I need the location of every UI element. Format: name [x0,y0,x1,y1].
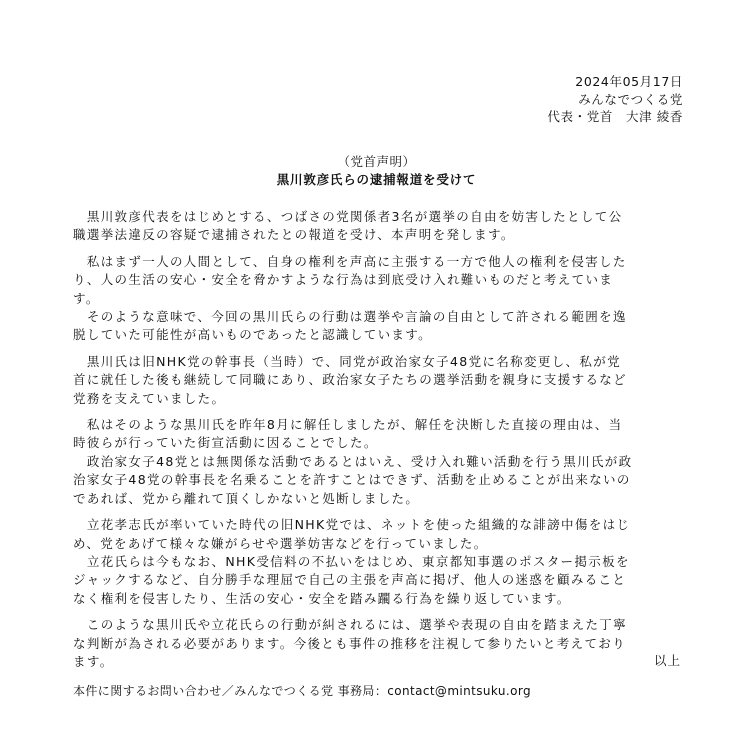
statement-date: 2024年05月17日 [575,74,683,89]
text-line: ジャックするなど、自分勝手な理屈で自己の主張を声高に掲げ、他人の迷惑を顧みること [73,572,627,588]
closing-mark: 以上 [653,653,681,668]
text-line: 立花氏らは今もなお、NHK受信料の不払いをはじめ、東京都知事選のポスター掲示板を [73,553,630,569]
text-line: り、人の生活の安心・安全を脅かすような行為は到底受け入れ難いものだと考えていま [73,272,614,288]
statement-title-block [0,153,753,189]
text-line: 私はまず一人の人間として、自身の権利を声高に主張する一方で他人の権利を侵害した [73,253,627,269]
statement-type-label: （党首声明） [337,154,416,169]
text-line: であれば、党から離れて頂くしかないと処断しました。 [73,490,420,506]
text-line: 脱していた可能性が高いものであったと認識しています。 [73,327,432,343]
text-line: 立花孝志氏が率いていた時代の旧NHK党では、ネットを使った組織的な誹謗中傷をはじ [73,517,631,533]
contact-label: 本件に関するお問い合わせ／みんなでつくる党 事務局： [73,684,388,698]
statement-header [547,73,683,126]
text-line: 党務を支えていました。 [73,390,226,406]
statement-title: 黒川敦彦氏らの逮捕報道を受けて [276,172,477,187]
text-line: 時彼らが行っていた街宣活動に因ることでした。 [73,435,378,451]
text-line: 治家女子48党の幹事長を名乗ることを許すことはできず、活動を止めることが出来ないの [73,472,631,488]
paragraph [73,516,693,608]
text-line: なく権利を侵害したり、生活の安心・安全を踏み躙る行為を繰り返しています。 [73,590,571,606]
paragraph [73,208,693,245]
signatory: 代表・党首 大津 綾香 [547,109,683,124]
text-line: な判断が為される必要があります。今後とも事件の推移を注視して参りたいと考えており [73,635,627,651]
text-line: このような黒川氏や立花氏らの行動が糾されるには、選挙や表現の自由を踏まえた丁寧 [73,617,628,633]
text-line: 私はそのような黒川氏を昨年8月に解任しましたが、解任を決断した直接の理由は、当 [73,417,623,433]
statement-body [73,208,693,671]
paragraph [73,416,693,508]
text-line: 黒川氏は旧NHK党の幹事長（当時）で、同党が政治家女子48党に名称変更し、私が党 [73,353,621,369]
contact-email[interactable]: contact@mintsuku.org [387,684,531,698]
text-line: 職選挙法違反の容疑で逮捕されたとの報道を受け、本声明を発します。 [73,227,515,243]
party-name: みんなでつくる党 [578,91,683,107]
text-line: ます。 [73,653,114,669]
paragraph [73,616,693,671]
text-line: 首に就任した後も継続して同職にあり、政治家女子たちの選挙活動を親身に支援するなど [73,372,628,388]
text-line: そのような意味で、今回の黒川氏らの行動は選挙や言論の自由として許される範囲を逸 [73,309,627,325]
text-line: め、党をあげて様々な嫌がらせや選挙妨害などを行っていました。 [73,535,488,551]
paragraph [73,353,693,408]
text-line: 黒川敦彦代表をはじめとする、つばさの党関係者3名が選挙の自由を妨害したとして公 [73,209,623,224]
text-line: す。 [73,290,100,306]
text-line: 政治家女子48党とは無関係な活動であるとはいえ、受け入れ難い活動を行う黒川氏が政 [73,453,633,469]
paragraph [73,253,693,345]
contact-line [73,682,531,699]
